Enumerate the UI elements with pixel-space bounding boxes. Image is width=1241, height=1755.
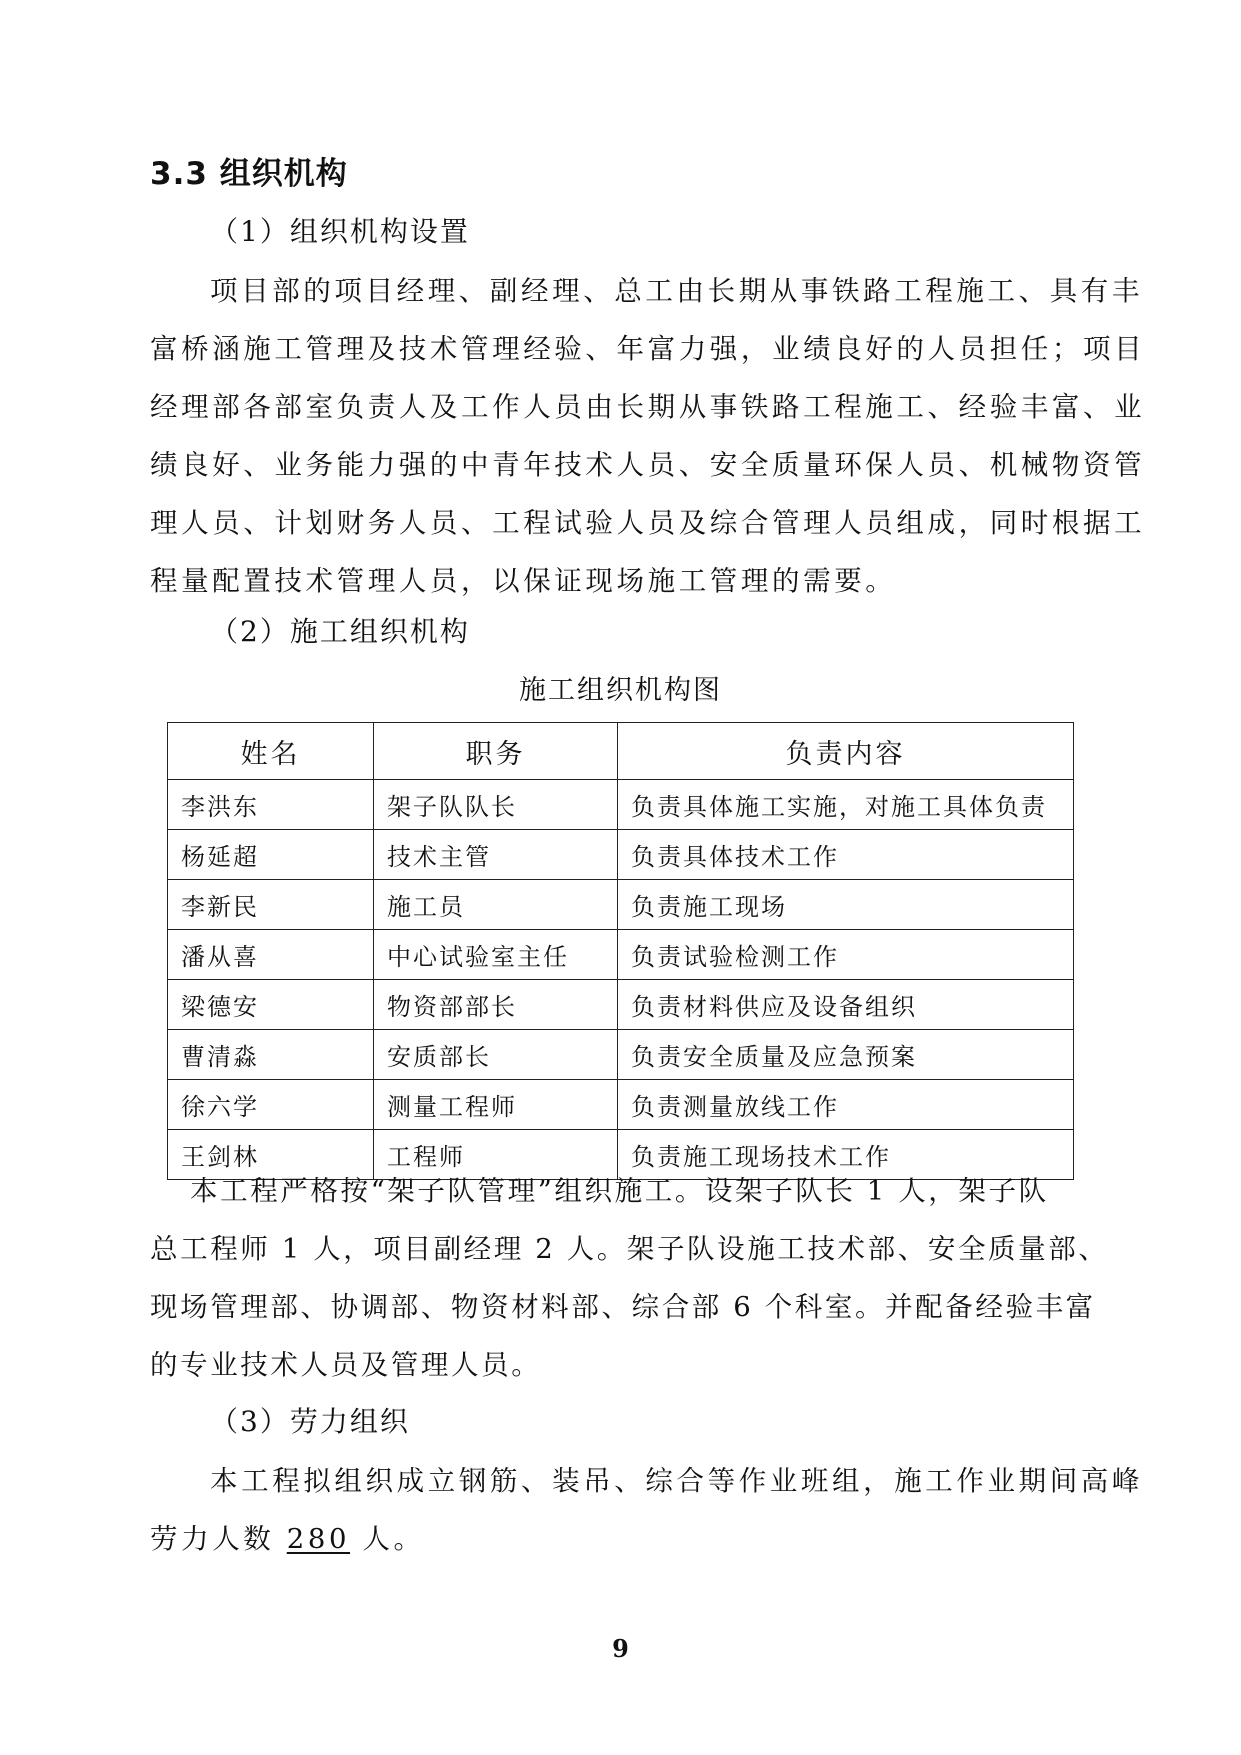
cell-name: 徐六学	[168, 1080, 374, 1130]
cell-position: 中心试验室主任	[374, 930, 618, 980]
cell-name: 王剑林	[168, 1130, 374, 1180]
table-row	[168, 780, 1074, 830]
cell-responsibility: 负责具体技术工作	[618, 830, 1074, 880]
paragraph-line: 项目部的项目经理、副经理、总工由长期从事铁路工程施工、具有丰	[210, 275, 1143, 307]
paragraph-line: 理人员、计划财务人员、工程试验人员及综合管理人员组成，同时根据工	[150, 507, 1146, 539]
table-row	[168, 1030, 1074, 1080]
cell-position: 施工员	[374, 880, 618, 930]
cell-position: 物资部部长	[374, 980, 618, 1030]
section-heading: 3.3 组织机构	[150, 156, 348, 192]
table-row	[168, 930, 1074, 980]
cell-name: 李洪东	[168, 780, 374, 830]
cell-position: 技术主管	[374, 830, 618, 880]
paragraph-line: 经理部各部室负责人及工作人员由长期从事铁路工程施工、经验丰富、业	[150, 391, 1146, 423]
cell-position: 工程师	[374, 1130, 618, 1180]
column-header-position: 职务	[374, 723, 618, 780]
paragraph-line: 总工程师 1 人，项目副经理 2 人。架子队设施工技术部、安全质量部、	[150, 1233, 1109, 1265]
cell-responsibility: 负责具体施工实施，对施工具体负责	[618, 780, 1074, 830]
paragraph-line: 本工程拟组织成立钢筋、装吊、综合等作业班组，施工作业期间高峰	[210, 1465, 1143, 1497]
cell-responsibility: 负责试验检测工作	[618, 930, 1074, 980]
table-row	[168, 1080, 1074, 1130]
table-row	[168, 830, 1074, 880]
cell-name: 曹清淼	[168, 1030, 374, 1080]
table-row	[168, 880, 1074, 930]
labor-count-value: 280	[286, 1523, 351, 1555]
cell-name: 潘从喜	[168, 930, 374, 980]
column-header-name: 姓名	[168, 723, 374, 780]
page-number: 9	[612, 1634, 629, 1663]
cell-responsibility: 负责材料供应及设备组织	[618, 980, 1074, 1030]
paragraph-line	[150, 1516, 425, 1556]
labor-count-prefix: 劳力人数	[150, 1523, 287, 1555]
table-header-row	[168, 723, 1074, 780]
cell-position: 测量工程师	[374, 1080, 618, 1130]
cell-responsibility: 负责测量放线工作	[618, 1080, 1074, 1130]
table-caption: 施工组织机构图	[519, 675, 722, 706]
org-table	[167, 722, 1074, 1180]
cell-name: 杨延超	[168, 830, 374, 880]
column-header-responsibility: 负责内容	[618, 723, 1074, 780]
paragraph-line: 绩良好、业务能力强的中青年技术人员、安全质量环保人员、机械物资管	[150, 449, 1146, 481]
cell-responsibility: 负责安全质量及应急预案	[618, 1030, 1074, 1080]
paragraph-line: 本工程严格按“架子队管理”组织施工。设架子队长 1 人，架子队	[190, 1175, 1049, 1207]
cell-responsibility: 负责施工现场技术工作	[618, 1130, 1074, 1180]
subsection-title-3: （3）劳力组织	[210, 1405, 410, 1438]
subsection-title-2: （2）施工组织机构	[210, 615, 470, 648]
subsection-title-1: （1）组织机构设置	[210, 215, 470, 248]
cell-responsibility: 负责施工现场	[618, 880, 1074, 930]
cell-position: 安质部长	[374, 1030, 618, 1080]
cell-position: 架子队队长	[374, 780, 618, 830]
paragraph-line: 程量配置技术管理人员，以保证现场施工管理的需要。	[150, 565, 897, 597]
cell-name: 梁德安	[168, 980, 374, 1030]
paragraph-line: 富桥涵施工管理及技术管理经验、年富力强，业绩良好的人员担任；项目	[150, 333, 1146, 365]
paragraph-line: 现场管理部、协调部、物资材料部、综合部 6 个科室。并配备经验丰富	[150, 1291, 1096, 1323]
labor-count-suffix: 人。	[350, 1523, 425, 1555]
paragraph-line: 的专业技术人员及管理人员。	[150, 1349, 542, 1381]
cell-name: 李新民	[168, 880, 374, 930]
table-row	[168, 980, 1074, 1030]
